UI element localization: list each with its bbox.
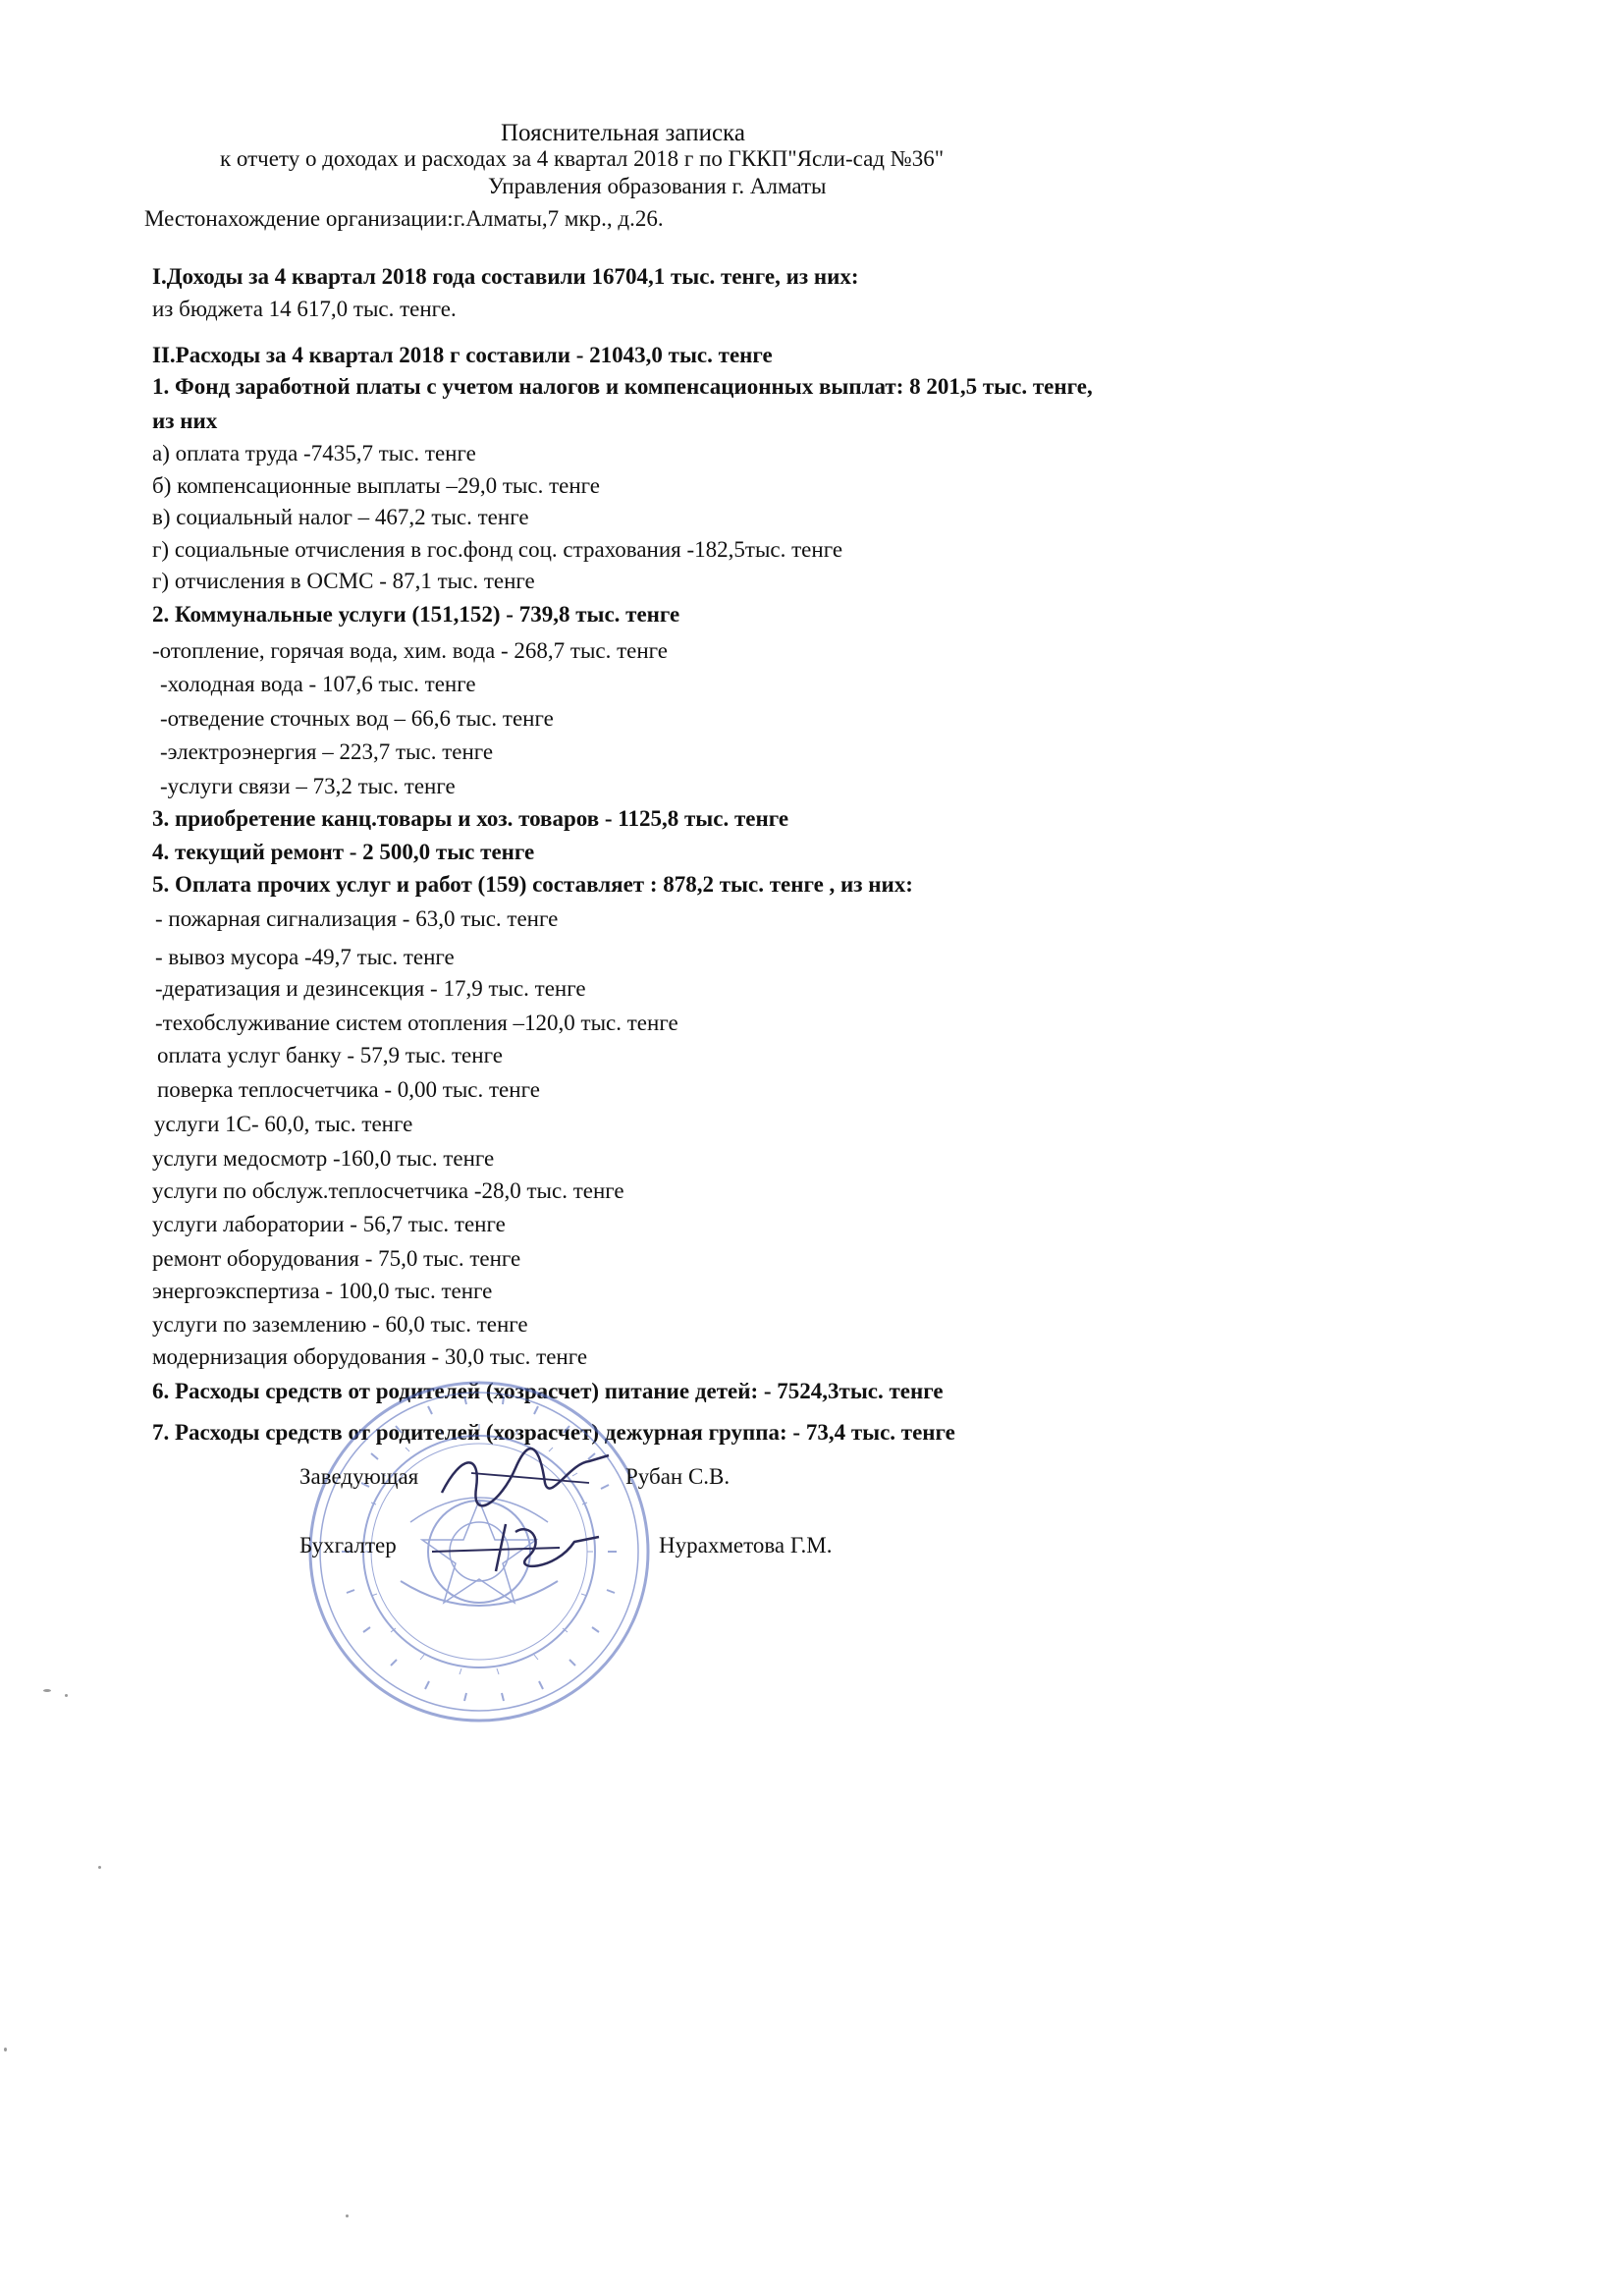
head-name: Рубан С.В. [625, 1464, 731, 1489]
report-line: энергоэкспертиза - 100,0 тыс. тенге [152, 1279, 493, 1303]
report-line: оплата услуг банку - 57,9 тыс. тенге [157, 1043, 503, 1067]
section-heading: 1. Фонд заработной платы с учетом налогов и компенсационных выплат: 8 201,5 тыс. тенге, [152, 374, 1093, 399]
scan-speck [43, 1689, 51, 1692]
report-line: -электроэнергия – 223,7 тыс. тенге [160, 739, 494, 764]
section-heading: из них [152, 409, 218, 433]
report-line: -отведение сточных вод – 66,6 тыс. тенге [160, 706, 554, 731]
report-line: - вывоз мусора -49,7 тыс. тенге [155, 945, 455, 969]
accountant-title: Бухгалтер [299, 1533, 397, 1558]
section-heading: 3. приобретение канц.товары и хоз. товаров - 1125,8 тыс. тенге [152, 806, 789, 831]
section-heading: II.Расходы за 4 квартал 2018 г составили - 21043,0 тыс. тенге [152, 343, 773, 367]
scan-speck [98, 1866, 101, 1869]
document-title: Пояснительная записка [501, 120, 745, 146]
section-heading: 6. Расходы средств от родителей (хозрасчет) питание детей: - 7524,3тыс. тенге [152, 1379, 944, 1403]
report-line: б) компенсационные выплаты –29,0 тыс. тенге [152, 473, 600, 498]
report-line: а) оплата труда -7435,7 тыс. тенге [152, 441, 476, 465]
report-line: -услуги связи – 73,2 тыс. тенге [160, 774, 456, 798]
section-heading: I.Доходы за 4 квартал 2018 года составили 16704,1 тыс. тенге, из них: [152, 264, 859, 289]
report-line: модернизация оборудования - 30,0 тыс. тенге [152, 1344, 588, 1369]
report-line: поверка теплосчетчика - 0,00 тыс. тенге [157, 1077, 540, 1102]
report-line: -холодная вода - 107,6 тыс. тенге [160, 672, 476, 696]
report-line: услуги лаборатории - 56,7 тыс. тенге [152, 1212, 506, 1236]
report-line: -отопление, горячая вода, хим. вода - 268,7 тыс. тенге [152, 638, 669, 663]
report-line: -дератизация и дезинсекция - 17,9 тыс. тенге [155, 976, 586, 1001]
accountant-name: Нурахметова Г.М. [659, 1533, 833, 1558]
report-line: г) социальные отчисления в гос.фонд соц. страхования -182,5тыс. тенге [152, 537, 843, 562]
section-heading: 5. Оплата прочих услуг и работ (159) составляет : 878,2 тыс. тенге , из них: [152, 872, 913, 897]
scan-speck [346, 2214, 349, 2217]
report-line: из бюджета 14 617,0 тыс. тенге. [152, 297, 457, 321]
report-line: в) социальный налог – 467,2 тыс. тенге [152, 505, 529, 529]
report-line: услуги по заземлению - 60,0 тыс. тенге [152, 1312, 528, 1337]
organization-department: Управления образования г. Алматы [488, 174, 827, 198]
report-line: услуги медосмотр -160,0 тыс. тенге [152, 1146, 495, 1171]
head-signature [432, 1444, 619, 1512]
report-line: услуги 1С- 60,0, тыс. тенге [154, 1112, 413, 1136]
report-line: - пожарная сигнализация - 63,0 тыс. тенге [155, 906, 559, 931]
report-line: услуги по обслуж.теплосчетчика -28,0 тыс. тенге [152, 1178, 624, 1203]
report-line: г) отчисления в ОСМС - 87,1 тыс. тенге [152, 569, 535, 593]
report-line: -техобслуживание систем отопления –120,0 тыс. тенге [155, 1011, 678, 1035]
scan-speck [4, 2048, 7, 2051]
report-line: ремонт оборудования - 75,0 тыс. тенге [152, 1246, 521, 1271]
section-heading: 4. текущий ремонт - 2 500,0 тыс тенге [152, 840, 535, 864]
document-subtitle: к отчету о доходах и расходах за 4 квартал 2018 г по ГККП"Ясли-сад №36" [220, 146, 945, 171]
section-heading: 7. Расходы средств от родителей (хозрасчет) дежурная группа: - 73,4 тыс. тенге [152, 1420, 955, 1445]
head-title: Заведующая [299, 1464, 419, 1489]
scan-speck [65, 1694, 68, 1697]
organization-location: Местонахождение организации:г.Алматы,7 мкр., д.26. [144, 206, 664, 231]
section-heading: 2. Коммунальные услуги (151,152) - 739,8 тыс. тенге [152, 602, 680, 627]
accountant-signature [412, 1512, 638, 1581]
